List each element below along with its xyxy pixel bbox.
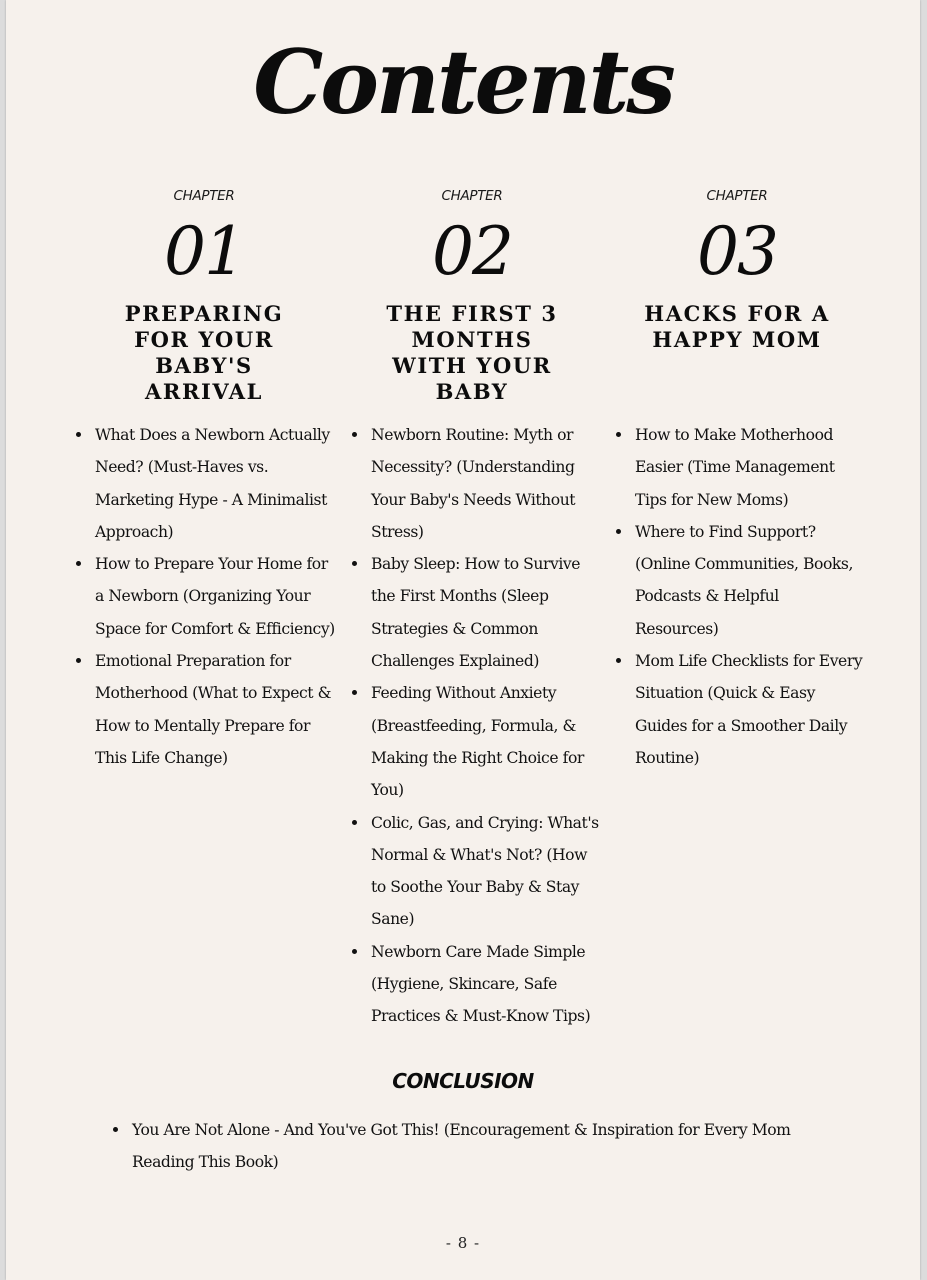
toc-entry: You Are Not Alone - And You've Got This! (Encouragement & Inspiration for Every Mom Reading This Book)	[104, 1114, 824, 1179]
page-number: - 8 -	[445, 1234, 481, 1252]
chapter-label: CHAPTER	[173, 188, 235, 204]
chapter-title: PREPARING FOR YOUR BABY'S ARRIVAL	[124, 301, 284, 404]
toc-entry: How to Make Motherhood Easier (Time Management Tips for New Moms)	[608, 419, 866, 516]
chapter-label: CHAPTER	[706, 188, 768, 204]
conclusion-list	[104, 1114, 824, 1179]
chapter-title: HACKS FOR A HAPPY MOM	[644, 301, 830, 352]
toc-entry: Baby Sleep: How to Survive the First Months (Sleep Strategies & Common Challenges Explained)	[344, 548, 600, 677]
chapter-item-list	[344, 419, 600, 1033]
chapter-number: 01	[164, 213, 244, 290]
toc-entry: Feeding Without Anxiety (Breastfeeding, Formula, & Making the Right Choice for You)	[344, 677, 600, 806]
document-page	[6, 0, 920, 1280]
chapter-column-2	[344, 185, 600, 1026]
conclusion-heading: CONCLUSION	[392, 1069, 534, 1093]
chapter-column-3	[608, 185, 866, 767]
page-title: Contents	[253, 30, 673, 134]
toc-entry: Where to Find Support? (Online Communities, Books, Podcasts & Helpful Resources)	[608, 516, 866, 645]
chapter-number: 02	[432, 213, 512, 290]
chapter-column-1	[68, 185, 340, 767]
toc-entry: Newborn Care Made Simple (Hygiene, Skincare, Safe Practices & Must-Know Tips)	[344, 936, 600, 1033]
toc-entry: How to Prepare Your Home for a Newborn (Organizing Your Space for Comfort & Efficiency)	[68, 548, 340, 645]
chapter-item-list	[68, 419, 340, 774]
toc-entry: Emotional Preparation for Motherhood (What to Expect & How to Mentally Prepare for This Life Change)	[68, 645, 340, 774]
toc-entry: Mom Life Checklists for Every Situation (Quick & Easy Guides for a Smoother Daily Routine)	[608, 645, 866, 774]
chapter-label: CHAPTER	[441, 188, 503, 204]
chapter-item-list	[608, 419, 866, 774]
toc-entry: What Does a Newborn Actually Need? (Must-Haves vs. Marketing Hype - A Minimalist Approach)	[68, 419, 340, 548]
toc-entry: Newborn Routine: Myth or Necessity? (Understanding Your Baby's Needs Without Stress)	[344, 419, 600, 548]
toc-entry: Colic, Gas, and Crying: What's Normal & What's Not? (How to Soothe Your Baby & Stay Sane)	[344, 807, 600, 936]
chapter-title: THE FIRST 3 MONTHS WITH YOUR BABY	[386, 301, 558, 404]
chapter-number: 03	[697, 213, 777, 290]
